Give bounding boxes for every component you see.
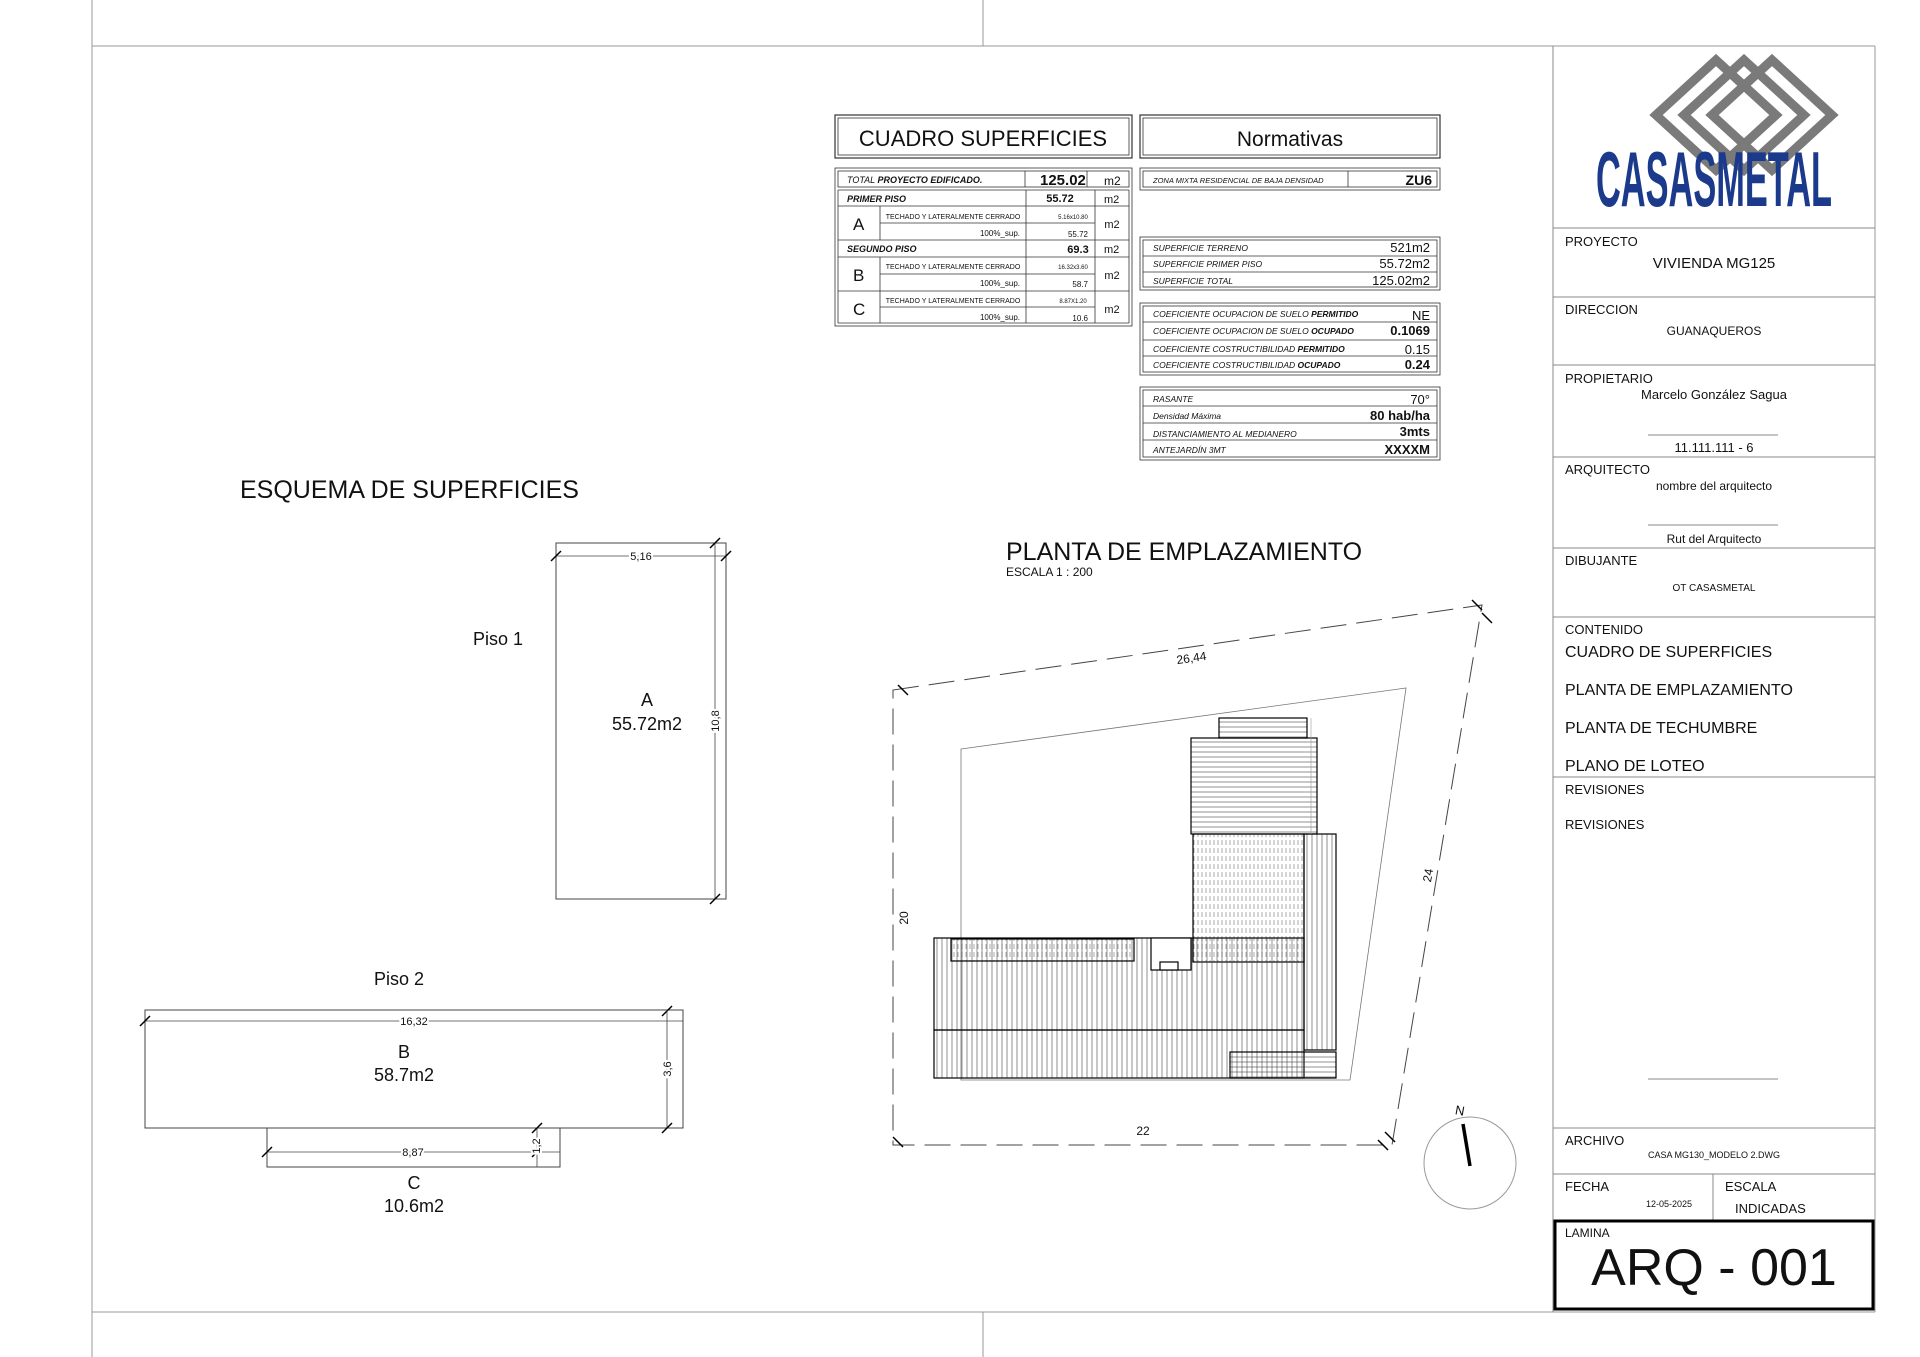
direccion-value: GUANAQUEROS [1666, 324, 1762, 338]
area-a-value: 55.72m2 [611, 714, 683, 734]
revisiones-text: REVISIONES [1565, 817, 1645, 832]
densidad-value: 80 hab/ha [1370, 408, 1430, 423]
row-a-unit: m2 [1104, 219, 1120, 231]
building-footprint [934, 718, 1336, 1078]
proyecto-value: VIVIENDA MG125 [1652, 255, 1776, 272]
propietario-rut: 11.111.111 - 6 [1674, 440, 1754, 455]
sup-primer-value: 55.72m2 [1379, 256, 1430, 271]
sup-total-label: SUPERFICIE TOTAL [1153, 276, 1233, 286]
dibujante-value: OT CASASMETAL [1672, 583, 1756, 594]
cuadro-superficies [835, 115, 1132, 326]
dim-b-width: 16,32 [400, 1016, 428, 1028]
dim-top: 26,44 [1175, 648, 1208, 668]
normativas-title: Normativas [1236, 128, 1344, 151]
dim-bottom: 22 [1136, 1124, 1150, 1138]
lamina-label: LAMINA [1565, 1226, 1610, 1240]
proyecto-label: PROYECTO [1565, 234, 1638, 249]
coef-ocup-ocup: COEFICIENTE OCUPACION DE SUELO OCUPADO [1153, 326, 1354, 336]
row-c-letter: C [853, 300, 866, 319]
row-c-pct: 100%_sup. [979, 313, 1020, 322]
archivo-label: ARCHIVO [1565, 1133, 1625, 1148]
distanciamiento-label: DISTANCIAMIENTO AL MEDIANERO [1153, 429, 1297, 439]
row-c-desc: TECHADO Y LATERALMENTE CERRADO [885, 298, 1021, 305]
dim-b-height: 3,6 [662, 1061, 674, 1077]
dim-c-width: 8,87 [402, 1147, 424, 1159]
area-b-value: 58.7m2 [373, 1065, 435, 1085]
area-b [140, 1006, 683, 1133]
segundo-piso-unit: m2 [1104, 244, 1120, 256]
contenido-item: PLANTA DE TECHUMBRE [1565, 720, 1758, 737]
north-label: N [1453, 1102, 1466, 1119]
escala-label: ESCALA [1725, 1179, 1777, 1194]
row-a-letter: A [853, 215, 865, 234]
north-arrow-icon [1424, 1102, 1516, 1209]
densidad-label: Densidad Máxima [1153, 411, 1222, 421]
dim-left: 20 [897, 911, 911, 925]
cuadro-title: CUADRO SUPERFICIES [858, 126, 1108, 151]
row-c-dims: 8.87X1.20 [1059, 299, 1087, 305]
area-b-letter: B [397, 1042, 411, 1062]
sup-terreno-value: 521m2 [1390, 240, 1430, 255]
escala-value: INDICADAS [1735, 1201, 1806, 1216]
contenido-item: CUADRO DE SUPERFICIES [1565, 644, 1773, 661]
arquitecto-rut: Rut del Arquitecto [1666, 532, 1762, 546]
contenido-item: PLANTA DE EMPLAZAMIENTO [1565, 682, 1793, 699]
coef-const-perm: COEFICIENTE COSTRUCTIBILIDAD PERMITIDO [1153, 344, 1345, 354]
area-c [262, 1123, 560, 1216]
piso2-label: Piso 2 [374, 969, 425, 989]
dim-a-width: 5,16 [630, 551, 652, 563]
primer-piso-value: 55.72 [1046, 193, 1074, 205]
antejardin-value: XXXXM [1384, 442, 1430, 457]
logo-wordmark: CASASMETAL [1596, 135, 1832, 223]
arquitecto-label: ARQUITECTO [1565, 462, 1650, 477]
total-unit: m2 [1104, 174, 1121, 188]
sup-primer-label: SUPERFICIE PRIMER PISO [1153, 259, 1263, 269]
revisiones-label: REVISIONES [1565, 782, 1645, 797]
area-a [551, 538, 731, 904]
row-b-desc: TECHADO Y LATERALMENTE CERRADO [885, 264, 1021, 271]
segundo-piso-value: 69.3 [1067, 244, 1089, 256]
row-a-value: 55.72 [1067, 230, 1088, 239]
rasante-value: 70° [1410, 392, 1430, 407]
row-c-unit: m2 [1104, 304, 1120, 316]
antejardin-label: ANTEJARDÍN 3MT [1153, 445, 1226, 455]
direccion-label: DIRECCION [1565, 302, 1638, 317]
propietario-label: PROPIETARIO [1565, 371, 1653, 386]
casasmetal-logo [1596, 60, 1832, 223]
coef-const-perm-value: 0.15 [1404, 342, 1430, 357]
total-label: TOTAL PROYECTO EDIFICADO. [847, 175, 983, 185]
row-a-pct: 100%_sup. [979, 229, 1020, 238]
emplazamiento-scale: ESCALA 1 : 200 [1006, 565, 1093, 579]
archivo-value: CASA MG130_MODELO 2.DWG [1647, 1150, 1781, 1160]
area-a-letter: A [640, 690, 654, 710]
primer-piso-unit: m2 [1104, 194, 1120, 206]
piso1-label: Piso 1 [473, 629, 524, 649]
sup-terreno-label: SUPERFICIE TERRENO [1153, 243, 1248, 253]
area-c-letter: C [407, 1173, 421, 1193]
propietario-value: Marcelo González Sagua [1641, 387, 1787, 402]
row-c-value: 10.6 [1072, 314, 1088, 323]
title-block [1553, 46, 1875, 1312]
esquema-superficies [140, 476, 731, 1216]
esquema-title: ESQUEMA DE SUPERFICIES [240, 476, 579, 504]
arquitecto-value: nombre del arquitecto [1655, 479, 1773, 493]
row-b-pct: 100%_sup. [979, 279, 1020, 288]
dibujante-label: DIBUJANTE [1565, 553, 1638, 568]
coef-ocup-perm: COEFICIENTE OCUPACION DE SUELO PERMITIDO [1153, 309, 1359, 319]
coef-const-ocup-value: 0.24 [1404, 357, 1430, 372]
contenido-item: PLANO DE LOTEO [1565, 758, 1705, 775]
row-b-unit: m2 [1104, 270, 1120, 282]
sup-total-value: 125.02m2 [1372, 273, 1430, 288]
dim-c-height: 1,2 [531, 1138, 543, 1154]
zona-value: ZU6 [1405, 172, 1432, 188]
emplazamiento-title: PLANTA DE EMPLAZAMIENTO [1006, 538, 1363, 566]
coef-ocup-perm-value: NE [1411, 308, 1430, 323]
segundo-piso-label: SEGUNDO PISO [847, 244, 917, 254]
coef-const-ocup: COEFICIENTE COSTRUCTIBILIDAD OCUPADO [1153, 360, 1341, 370]
zona-label: ZONA MIXTA RESIDENCIAL DE BAJA DENSIDAD [1153, 176, 1324, 185]
row-a-desc: TECHADO Y LATERALMENTE CERRADO [885, 214, 1021, 221]
row-b-letter: B [853, 266, 865, 285]
rasante-label: RASANTE [1153, 394, 1194, 404]
total-value: 125.02 [1040, 172, 1086, 189]
area-c-value: 10.6m2 [383, 1196, 445, 1216]
distanciamiento-value: 3mts [1399, 424, 1430, 439]
fecha-label: FECHA [1565, 1179, 1610, 1194]
planta-emplazamiento [893, 538, 1516, 1209]
normativas [1140, 115, 1440, 460]
contenido-label: CONTENIDO [1565, 622, 1643, 637]
coef-ocup-ocup-value: 0.1069 [1390, 323, 1430, 338]
dim-right: 24 [1420, 867, 1437, 884]
row-b-value: 58.7 [1072, 280, 1088, 289]
row-b-dims: 16.32x3.60 [1058, 265, 1088, 271]
primer-piso-label: PRIMER PISO [847, 194, 907, 204]
lamina-value: ARQ - 001 [1591, 1239, 1837, 1297]
row-a-dims: 5.16x10.80 [1058, 215, 1088, 221]
fecha-value: 12-05-2025 [1645, 1199, 1693, 1209]
dim-a-height: 10,8 [710, 710, 722, 732]
